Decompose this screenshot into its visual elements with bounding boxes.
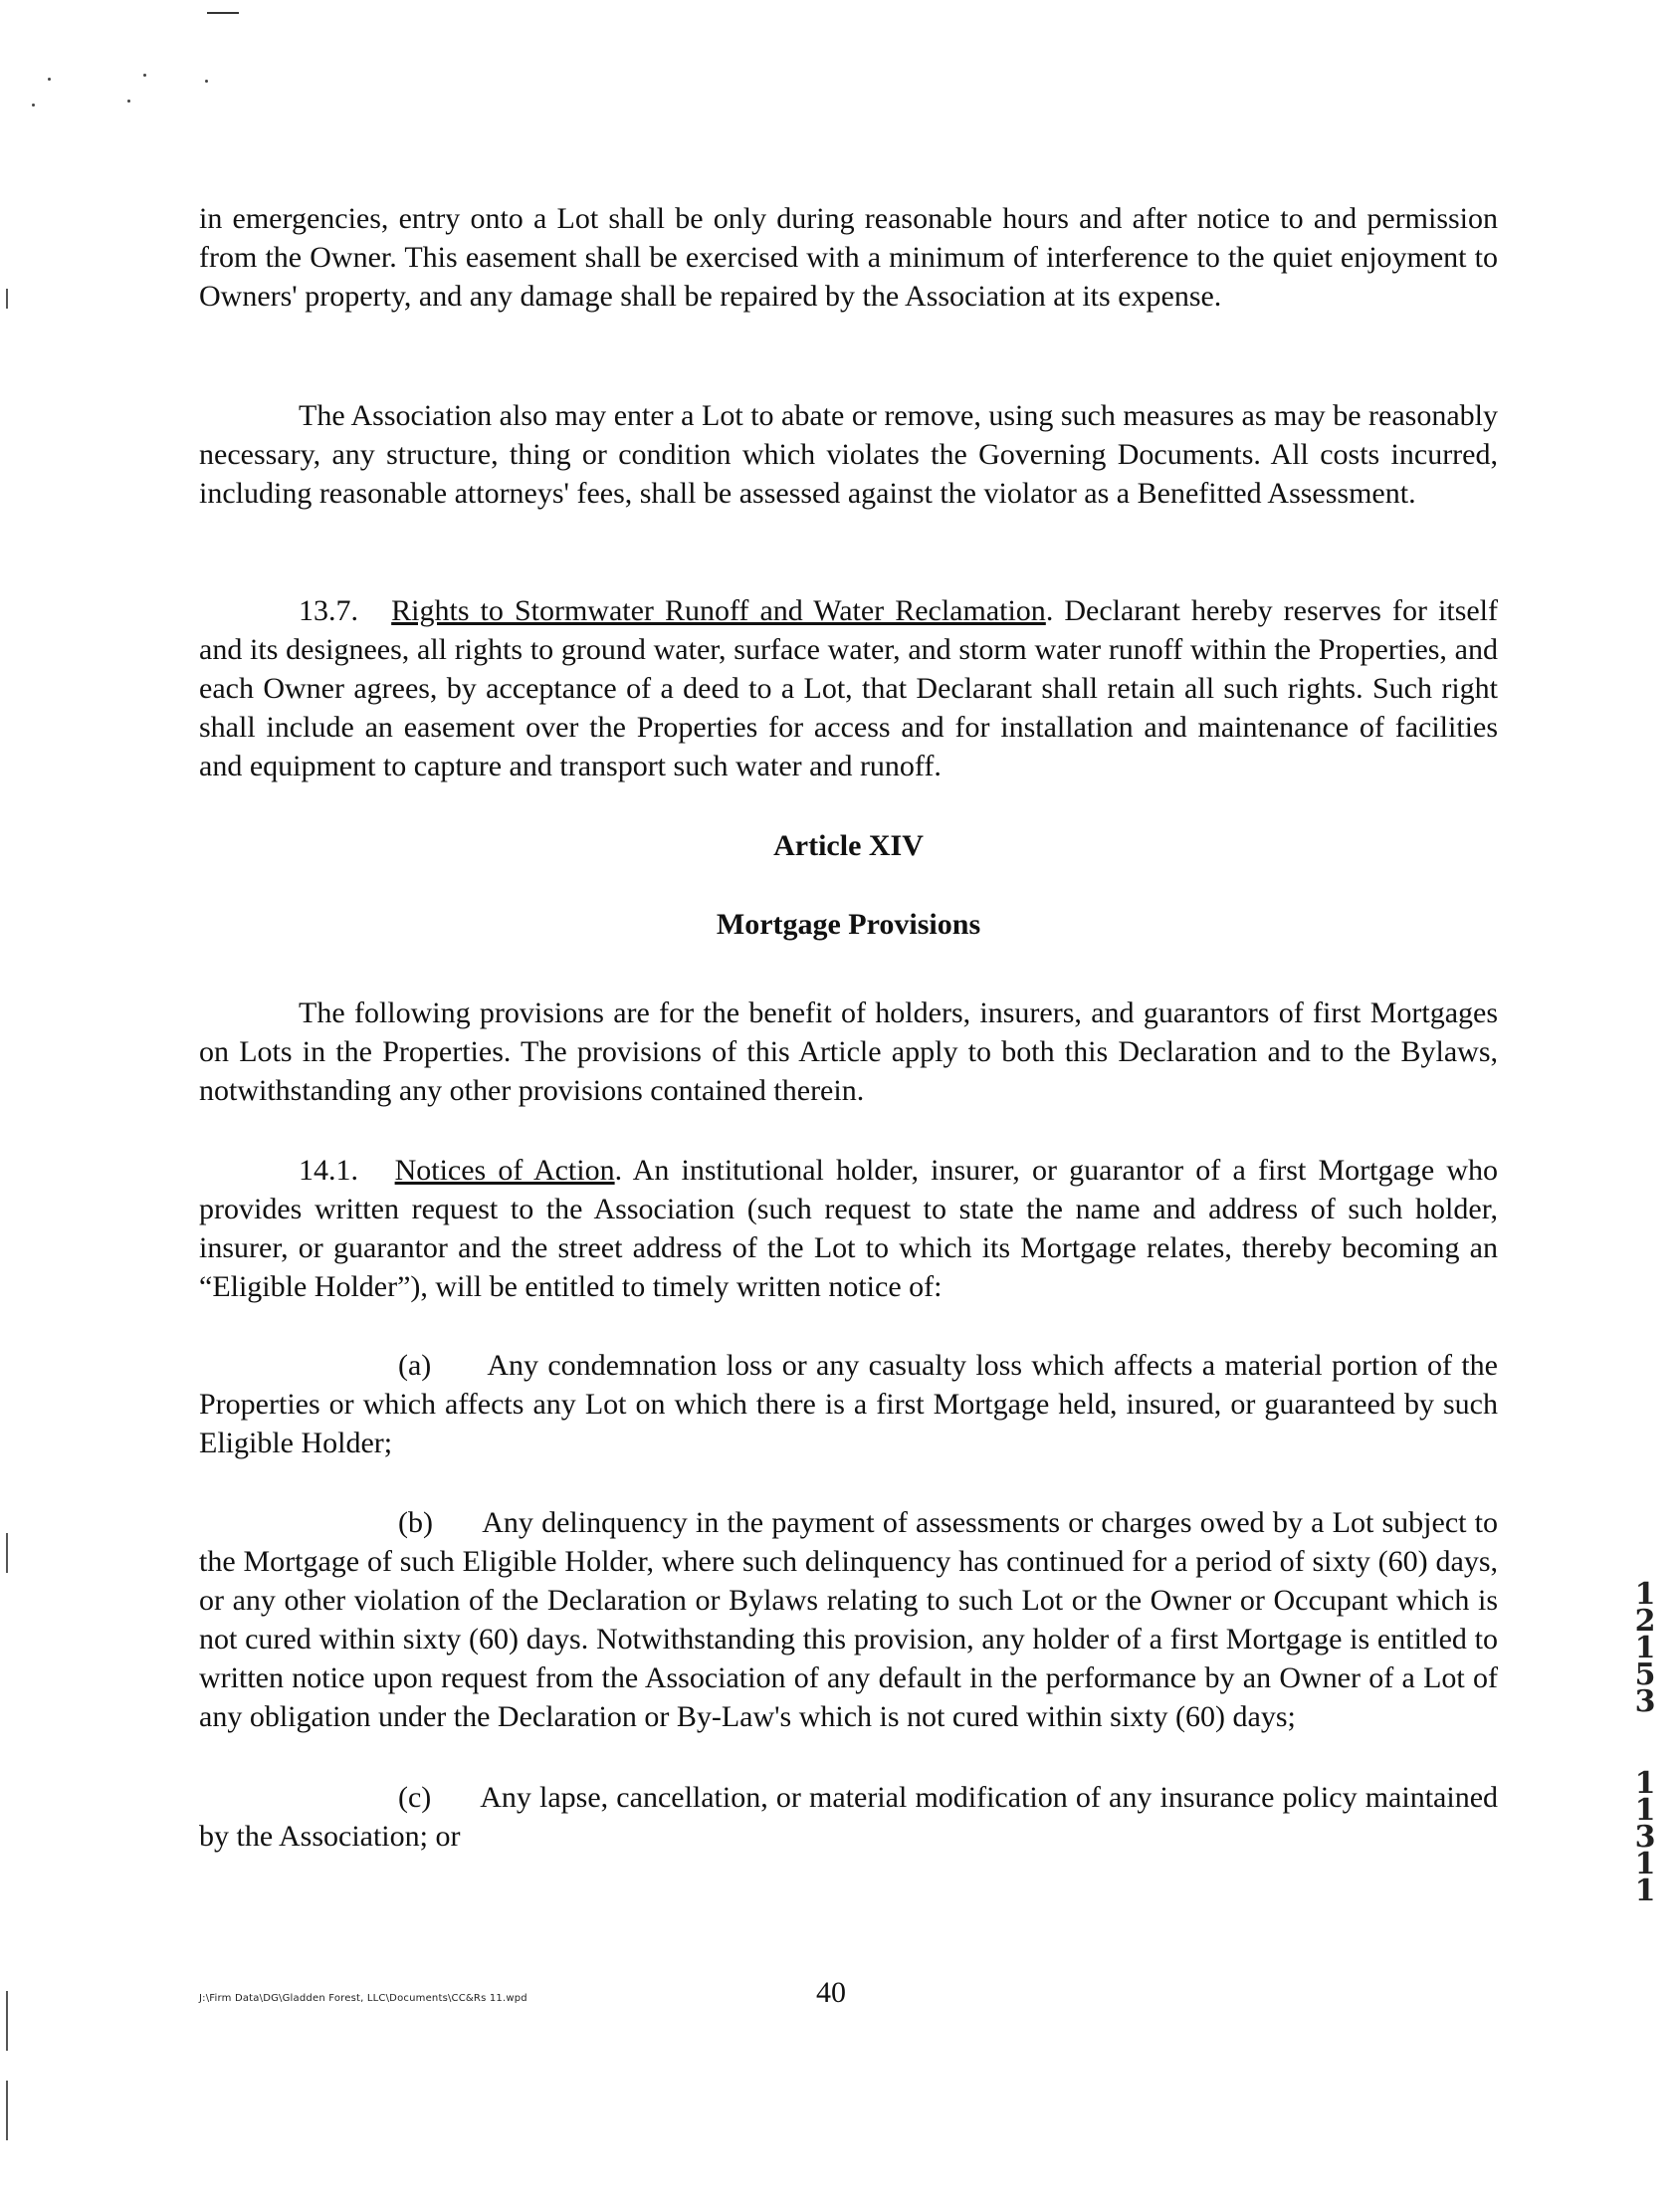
page-number: 40 [816,1976,846,2009]
stamp-digit: 3 [1634,1684,1656,1719]
paragraph-association-entry: The Association also may enter a Lot to abate or remove, using such measures as may be reasonably necessary, any structure, thing or condition which violates the Governing Documents. All costs incurred, including reasonable attorneys' fees, shall be assessed against the violator as a Benefitted Assessment. [199,399,1498,510]
section-number: 13.7. [299,594,358,627]
item-body: Any delinquency in the payment of assessments or charges owed by a Lot subject to the Mortgage of such Eligible Holder, where such delinquency has continued for a period of sixty (60) days, or any other violation of the Declaration or Bylaws relating to such Lot or the Owner or Occupant which is not cured within sixty (60) days. Notwithstanding this provision, any holder of a first Mortgage is entitled to written notice upon request from the Association of any default in the performance by an Owner of a Lot of any obligation under the Declaration or By-Law's which is not cured within sixty (60) days; [199,1506,1499,1733]
scan-mark [207,12,239,14]
scan-mark [6,1533,8,1573]
scan-mark [6,1991,8,2051]
section-body: . Declarant hereby reserves for itself and its designees, all rights to ground water, surface water, and storm water runoff within the Properties, and each Owner agrees, by acceptance of a deed to a Lot, that Declarant shall retain all such rights. Such right shall include an easement over the Properties for access and for installation and maintenance of facilities and equipment to capture and transport such water and runoff. [199,594,1499,782]
item-body: Any condemnation loss or any casualty loss which affects a material portion of the Properties or which affects any Lot on which there is a first Mortgage held, insured, or guaranteed by such Eligible Holder; [199,1349,1499,1459]
footer-file-path: J:\Firm Data\DG\Gladden Forest, LLC\Documents\CC&Rs 11.wpd [199,1993,527,2004]
section-title: Rights to Stormwater Runoff and Water Reclamation [391,594,1046,627]
body-paragraph [199,199,1498,316]
body-paragraph [199,396,1498,513]
scan-mark [205,80,208,83]
stamp-digit: 1 [1634,1874,1656,1908]
paragraph-continuation: in emergencies, entry onto a Lot shall be only during reasonable hours and after notice to and permission from the Owner. This easement shall be exercised with a minimum of interference to the quiet enjoyment to Owners' property, and any damage shall be repaired by the Association at its expense. [199,202,1498,313]
scan-mark [6,2081,8,2140]
list-item-c [199,1778,1498,1856]
stamp-digit: 1 [1634,1793,1656,1828]
section-body: . An institutional holder, insurer, or guarantor of a first Mortgage who provides written request to the Association (such request to state the name and address of such holder, insurer, or guarantor and the street address of the Lot to which its Mortgage relates, thereby becoming an “Eligible Holder”), will be entitled to timely written notice of: [199,1154,1498,1303]
body-paragraph [199,993,1498,1110]
item-label: (c) [398,1781,432,1814]
section-13-7 [199,591,1498,785]
stamp-digit: 1 [1634,1577,1656,1612]
scan-mark [6,289,8,309]
item-label: (b) [398,1506,433,1539]
list-item-b [199,1503,1498,1736]
article-title: Mortgage Provisions [716,908,981,941]
item-label: (a) [398,1349,432,1382]
section-13-7-paragraph [199,591,1498,785]
stamp-digit: 1 [1634,1631,1656,1665]
list-item-paragraph [199,1778,1498,1856]
side-stamp-page [1630,1766,1660,1908]
stamp-digit: 3 [1634,1820,1656,1855]
list-item-paragraph [199,1503,1498,1736]
stamp-digit: 1 [1634,1847,1656,1881]
stamp-digit: 5 [1634,1657,1656,1692]
section-14-1-paragraph [199,1151,1498,1306]
stamp-digit: 2 [1634,1604,1656,1639]
scan-mark [143,74,146,77]
article-heading: Article XIV [773,829,924,862]
scan-mark [127,100,130,103]
section-title: Notices of Action [394,1154,615,1187]
stamp-digit: 1 [1634,1766,1656,1801]
item-body: Any lapse, cancellation, or material modification of any insurance policy maintained by the Association; or [199,1781,1499,1853]
scan-mark [32,104,35,107]
scan-mark [48,78,51,81]
paragraph-mortgage-intro: The following provisions are for the benefit of holders, insurers, and guarantors of first Mortgages on Lots in the Properties. The provisions of this Article apply to both this Declaration and to the Bylaws, notwithstanding any other provisions contained therein. [199,996,1498,1107]
side-stamp-book [1630,1577,1660,1719]
section-14-1 [199,1151,1498,1306]
list-item-a [199,1346,1498,1462]
list-item-paragraph [199,1346,1498,1462]
section-number: 14.1. [299,1154,358,1187]
